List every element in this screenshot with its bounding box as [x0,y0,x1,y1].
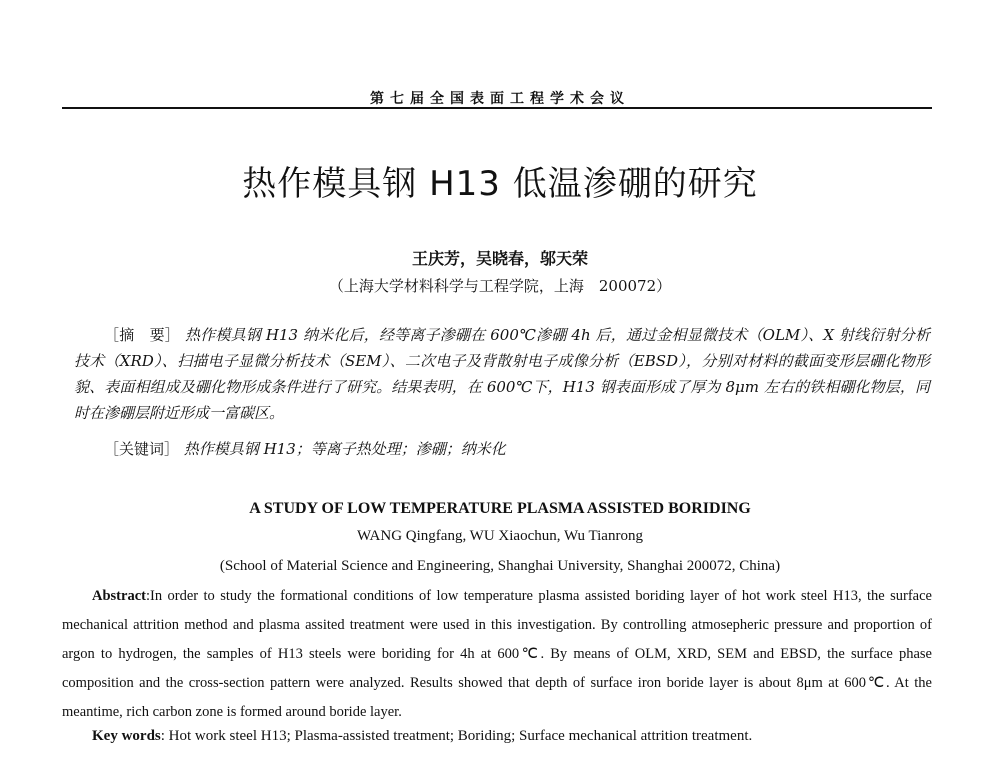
chinese-authors: 王庆芳，吴晓春，邬天荣 [411,249,588,268]
header-rule [62,107,932,109]
chinese-abstract [74,322,930,426]
chinese-abstract-text: 热作模具钢 H13 纳米化后，经等离子渗硼在 600℃渗硼 4h 后，通过金相显微技术（OLM）、X 射线衍射分析技术（XRD）、扫描电子显微分析技术（SEM）、二次电子及背散射电子成像分析（EBSD），分别对材料的截面变形层硼化物形貌、表面相组成及硼化物形成条件进行了研究。结果表明，在 600℃下，H13 钢表面形成了厚为 8μm 左右的铁相硼化物层，同时在渗硼层附近形成一富碳区。 [74,326,930,422]
english-affiliation: (School of Material Science and Engineering, Shanghai University, Shanghai 200072, China) [219,558,781,574]
chinese-keywords-label: ［关键词］ [104,440,180,458]
chinese-affiliation: （上海大学材料科学与工程学院，上海 200072） [328,277,672,295]
english-keywords [92,728,932,745]
english-abstract-label: Abstract [92,588,146,604]
chinese-title: 热作模具钢 H13 低温渗硼的研究 [242,164,758,204]
conference-header: 第七届全国表面工程学术会议 [370,91,630,107]
english-abstract-text: :In order to study the formational conditions of low temperature plasma assisted boriding layer of hot work steel H13, the surface mechanical attrition method and plasma assited treatment were used in this investigation. By controlling atmosepheric pressure and proportion of argon to hydrogen, the samples of H13 steels were boriding for 4h at 600℃. By means of OLM, XRD, SEM and EBSD, the surface phase composition and the cross-section pattern were analyzed. Results showed that depth of surface iron boride layer is about 8μm at 600℃. At the meantime, rich carbon zone is formed around boride layer. [62,588,932,720]
english-authors: WANG Qingfang, WU Xiaochun, Wu Tianrong [357,528,643,544]
english-keywords-label: Key words [92,728,161,744]
english-keywords-text: : Hot work steel H13; Plasma-assisted treatment; Boriding; Surface mechanical attrition treatment. [160,728,753,744]
chinese-abstract-label: ［摘 要］ [104,326,180,344]
english-abstract [62,582,932,727]
english-title: A STUDY OF LOW TEMPERATURE PLASMA ASSISTED BORIDING [249,500,751,517]
chinese-keywords-text: 热作模具钢 H13；等离子热处理；渗硼；纳米化 [183,440,506,458]
chinese-keywords [104,438,930,459]
